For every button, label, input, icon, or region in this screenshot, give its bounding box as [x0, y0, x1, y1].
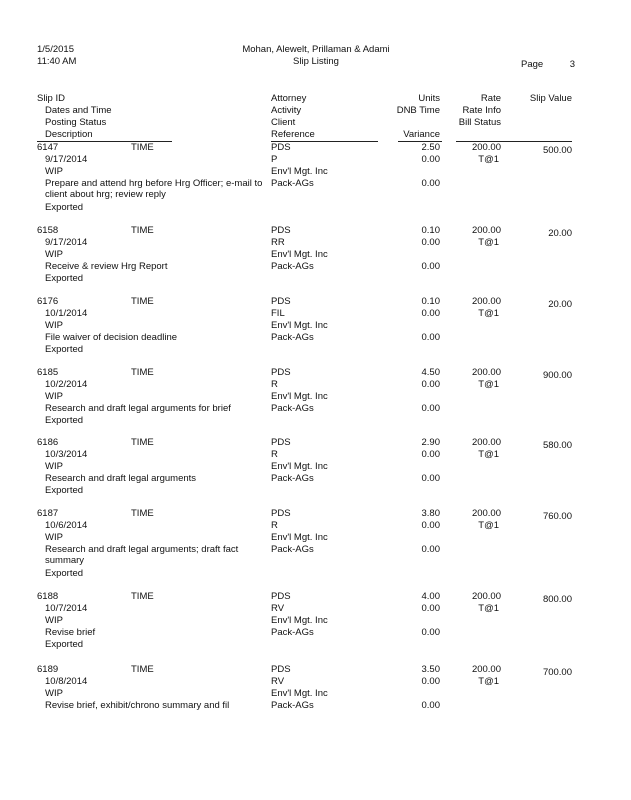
slip-client: Env'l Mgt. Inc: [271, 461, 328, 472]
col-slip-value: Slip Value: [529, 93, 572, 104]
slip-reference: Pack-AGs: [271, 544, 314, 555]
slip-reference: Pack-AGs: [271, 332, 314, 343]
slip-description: Revise brief, exhibit/chrono summary and fil: [45, 700, 230, 711]
slip-export-status: Exported: [45, 415, 84, 426]
col-description: Description: [45, 129, 93, 140]
slip-status: WIP: [45, 688, 63, 699]
slip-units: 4.50: [421, 367, 440, 378]
slip-units: 3.50: [421, 664, 440, 675]
page-number: 3: [569, 59, 575, 70]
slip-reference: Pack-AGs: [271, 700, 314, 711]
slip-date: 9/17/2014: [45, 237, 88, 248]
col-rate-info: Rate Info: [462, 105, 501, 116]
slip-attorney: PDS: [271, 367, 291, 378]
slip-activity: R: [271, 449, 278, 460]
slip-dnb-time: 0.00: [421, 154, 440, 165]
slip-description: File waiver of decision deadline: [45, 332, 178, 343]
slip-dnb-time: 0.00: [421, 308, 440, 319]
slip-value: 800.00: [542, 594, 572, 605]
slip-status: WIP: [45, 461, 63, 472]
slip-value: 760.00: [542, 511, 572, 522]
slip-date: 10/1/2014: [45, 308, 88, 319]
col-attorney: Attorney: [271, 93, 307, 104]
slip-variance: 0.00: [421, 544, 440, 555]
col-dates-time: Dates and Time: [45, 105, 112, 116]
slip-value: 900.00: [542, 370, 572, 381]
slip-variance: 0.00: [421, 700, 440, 711]
slip-dnb-time: 0.00: [421, 237, 440, 248]
col-dnb-time: DNB Time: [396, 105, 440, 116]
col-units: Units: [418, 93, 440, 104]
slip-client: Env'l Mgt. Inc: [271, 391, 328, 402]
slip-variance: 0.00: [421, 473, 440, 484]
slip-attorney: PDS: [271, 437, 291, 448]
slip-id: 6186: [37, 437, 59, 448]
slip-type: TIME: [131, 664, 154, 675]
slip-value: 500.00: [542, 145, 572, 156]
col-client: Client: [271, 117, 296, 128]
report-time: 11:40 AM: [37, 56, 77, 67]
report-title: Slip Listing: [293, 56, 339, 67]
slip-client: Env'l Mgt. Inc: [271, 249, 328, 260]
slip-date: 10/7/2014: [45, 603, 88, 614]
slip-reference: Pack-AGs: [271, 473, 314, 484]
slip-units: 0.10: [421, 296, 440, 307]
slip-dnb-time: 0.00: [421, 520, 440, 531]
slip-rate-info: T@1: [478, 449, 499, 460]
slip-date: 10/2/2014: [45, 379, 88, 390]
slip-rate-info: T@1: [478, 237, 499, 248]
slip-export-status: Exported: [45, 273, 84, 284]
slip-attorney: PDS: [271, 142, 291, 153]
slip-date: 10/3/2014: [45, 449, 88, 460]
slip-activity: R: [271, 379, 278, 390]
slip-id: 6176: [37, 296, 59, 307]
slip-reference: Pack-AGs: [271, 261, 314, 272]
slip-export-status: Exported: [45, 568, 84, 579]
slip-type: TIME: [131, 296, 154, 307]
slip-rate-info: T@1: [478, 603, 499, 614]
firm-name: Mohan, Alewelt, Prillaman & Adami: [242, 44, 390, 55]
col-bill-status: Bill Status: [458, 117, 501, 128]
slip-rate: 200.00: [471, 664, 501, 675]
slip-activity: RR: [271, 237, 285, 248]
slip-type: TIME: [131, 591, 154, 602]
slip-attorney: PDS: [271, 225, 291, 236]
slip-client: Env'l Mgt. Inc: [271, 166, 328, 177]
slip-description: Research and draft legal arguments for brief: [45, 403, 231, 414]
slip-variance: 0.00: [421, 627, 440, 638]
slip-attorney: PDS: [271, 664, 291, 675]
slip-id: 6158: [37, 225, 59, 236]
slip-attorney: PDS: [271, 508, 291, 519]
col-slip-id: Slip ID: [37, 93, 65, 104]
col-rate: Rate: [480, 93, 501, 104]
slip-activity: FIL: [271, 308, 285, 319]
slip-description: Prepare and attend hrg before Hrg Officer; e-mail to client about hrg; review reply: [45, 178, 263, 200]
slip-variance: 0.00: [421, 403, 440, 414]
slip-activity: R: [271, 520, 278, 531]
slip-id: 6189: [37, 664, 59, 675]
slip-client: Env'l Mgt. Inc: [271, 532, 328, 543]
slip-rate-info: T@1: [478, 154, 499, 165]
slip-status: WIP: [45, 320, 63, 331]
slip-units: 2.50: [421, 142, 440, 153]
slip-id: 6147: [37, 142, 59, 153]
slip-id: 6185: [37, 367, 59, 378]
slip-rate: 200.00: [471, 225, 501, 236]
slip-units: 2.90: [421, 437, 440, 448]
slip-activity: RV: [271, 603, 285, 614]
slip-rate: 200.00: [471, 142, 501, 153]
slip-activity: RV: [271, 676, 285, 687]
col-reference: Reference: [271, 129, 315, 140]
slip-rate-info: T@1: [478, 308, 499, 319]
slip-rate: 200.00: [471, 296, 501, 307]
slip-status: WIP: [45, 249, 63, 260]
slip-units: 3.80: [421, 508, 440, 519]
slip-description: Research and draft legal arguments: [45, 473, 197, 484]
slip-description: Revise brief: [45, 627, 96, 638]
slip-export-status: Exported: [45, 202, 84, 213]
col-activity: Activity: [271, 105, 302, 116]
slip-status: WIP: [45, 532, 63, 543]
slip-reference: Pack-AGs: [271, 178, 314, 189]
slip-units: 4.00: [421, 591, 440, 602]
slip-type: TIME: [131, 367, 154, 378]
slip-id: 6188: [37, 591, 59, 602]
slip-client: Env'l Mgt. Inc: [271, 615, 328, 626]
slip-date: 10/8/2014: [45, 676, 88, 687]
slip-variance: 0.00: [421, 332, 440, 343]
slip-units: 0.10: [421, 225, 440, 236]
slip-attorney: PDS: [271, 296, 291, 307]
slip-rate-info: T@1: [478, 520, 499, 531]
slip-reference: Pack-AGs: [271, 627, 314, 638]
slip-status: WIP: [45, 166, 63, 177]
col-variance: Variance: [403, 129, 440, 140]
slip-rate-info: T@1: [478, 379, 499, 390]
slip-description: Research and draft legal arguments; draft fact summary: [45, 544, 239, 566]
slip-client: Env'l Mgt. Inc: [271, 688, 328, 699]
slip-value: 580.00: [542, 440, 572, 451]
slip-date: 9/17/2014: [45, 154, 88, 165]
slip-type: TIME: [131, 508, 154, 519]
slip-export-status: Exported: [45, 639, 84, 650]
slip-export-status: Exported: [45, 485, 84, 496]
slip-type: TIME: [131, 225, 154, 236]
slip-type: TIME: [131, 437, 154, 448]
slip-value: 20.00: [548, 299, 572, 310]
page-label: Page: [521, 59, 544, 70]
slip-date: 10/6/2014: [45, 520, 88, 531]
slip-dnb-time: 0.00: [421, 676, 440, 687]
slip-dnb-time: 0.00: [421, 603, 440, 614]
slip-export-status: Exported: [45, 344, 84, 355]
col-posting-status: Posting Status: [45, 117, 107, 128]
slip-activity: P: [271, 154, 278, 165]
slip-description: Receive & review Hrg Report: [45, 261, 168, 272]
slip-value: 700.00: [542, 667, 572, 678]
slip-variance: 0.00: [421, 261, 440, 272]
slip-variance: 0.00: [421, 178, 440, 189]
slip-reference: Pack-AGs: [271, 403, 314, 414]
report-date: 1/5/2015: [37, 44, 74, 55]
slip-client: Env'l Mgt. Inc: [271, 320, 328, 331]
slip-status: WIP: [45, 391, 63, 402]
slip-rate: 200.00: [471, 591, 501, 602]
slip-dnb-time: 0.00: [421, 379, 440, 390]
slip-value: 20.00: [548, 228, 572, 239]
slip-attorney: PDS: [271, 591, 291, 602]
slip-rate-info: T@1: [478, 676, 499, 687]
slip-rate: 200.00: [471, 367, 501, 378]
slip-status: WIP: [45, 615, 63, 626]
slip-rate: 200.00: [471, 437, 501, 448]
slip-rate: 200.00: [471, 508, 501, 519]
slip-dnb-time: 0.00: [421, 449, 440, 460]
slip-id: 6187: [37, 508, 59, 519]
slip-type: TIME: [131, 142, 154, 153]
